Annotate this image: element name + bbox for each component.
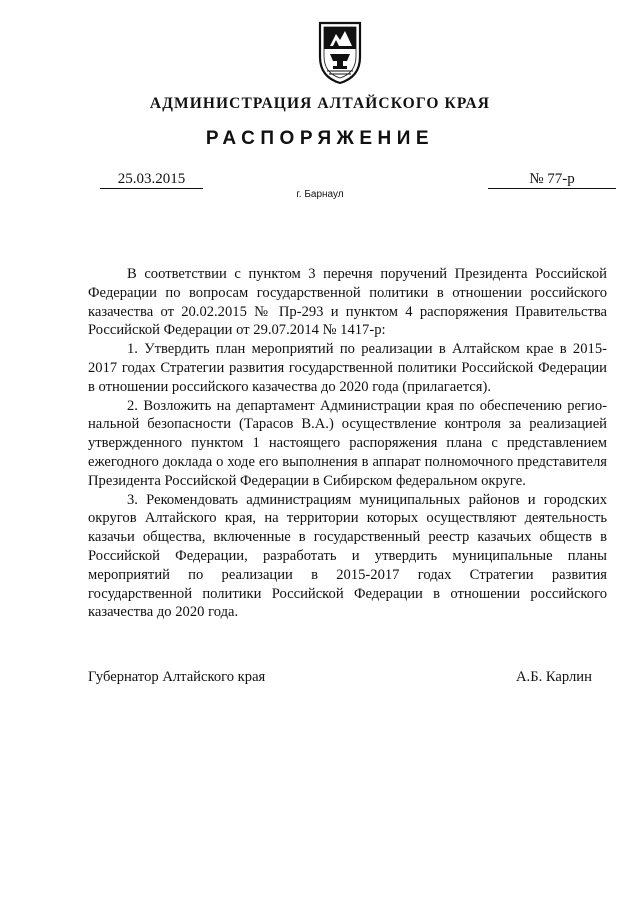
item-2-paragraph: 2. Возложить на департамент Администрации края по обеспечению региональной безопасности (Тарасов В.А.) осуществление контроля за реализацией утвержденного пунктом 1 настоящего распоряжения плана с представлением ежегодного доклада о ходе его выполнения в аппарат полномочного представителя Президента Российской Федерации в Сибирском федеральном округе. <box>88 397 607 489</box>
signatory-name: А.Б. Карлин <box>516 669 592 685</box>
item-3-paragraph: 3. Рекомендовать администрациям муниципальных районов и городских округов Алтайского края, на территории которых осуществляют деятельность казачьи общества, включенные в государственный реестр казачьих обществ в Российской Федерации, разработать и утвердить муниципальные планы мероприятий по реализации в 2015-2017 годах Стратегии развития государственной политики Российской Федерации в отношении российского казачества до 2020 года. <box>88 491 607 621</box>
preamble-paragraph: В соответствии с пунктом 3 перечня поручений Президента Российской Федерации по вопросам государственной политики в отношении российского казачества от 20.02.2015 № Пр-293 и пунктом 4 распоряжения Правительства Российской Федерации от 29.07.2014 № 1417-р: <box>88 266 607 339</box>
document-date: 25.03.2015 <box>100 170 203 189</box>
document-number: № 77-р <box>488 170 616 189</box>
document-body <box>88 265 607 622</box>
document-type-title: РАСПОРЯЖЕНИЕ <box>205 128 435 149</box>
document-city: г. Барнаул <box>296 189 344 200</box>
organization-title: АДМИНИСТРАЦИЯ АЛТАЙСКОГО КРАЯ <box>149 95 491 112</box>
coat-of-arms-icon <box>316 19 364 85</box>
item-1-paragraph: 1. Утвердить план мероприятий по реализации в Алтайском крае в 2015-2017 годах Стратегии развития государственной политики Российской Федерации в отношении российского казачества до 2020 года (прилагается). <box>88 341 607 395</box>
signatory-position: Губернатор Алтайского края <box>88 669 266 685</box>
